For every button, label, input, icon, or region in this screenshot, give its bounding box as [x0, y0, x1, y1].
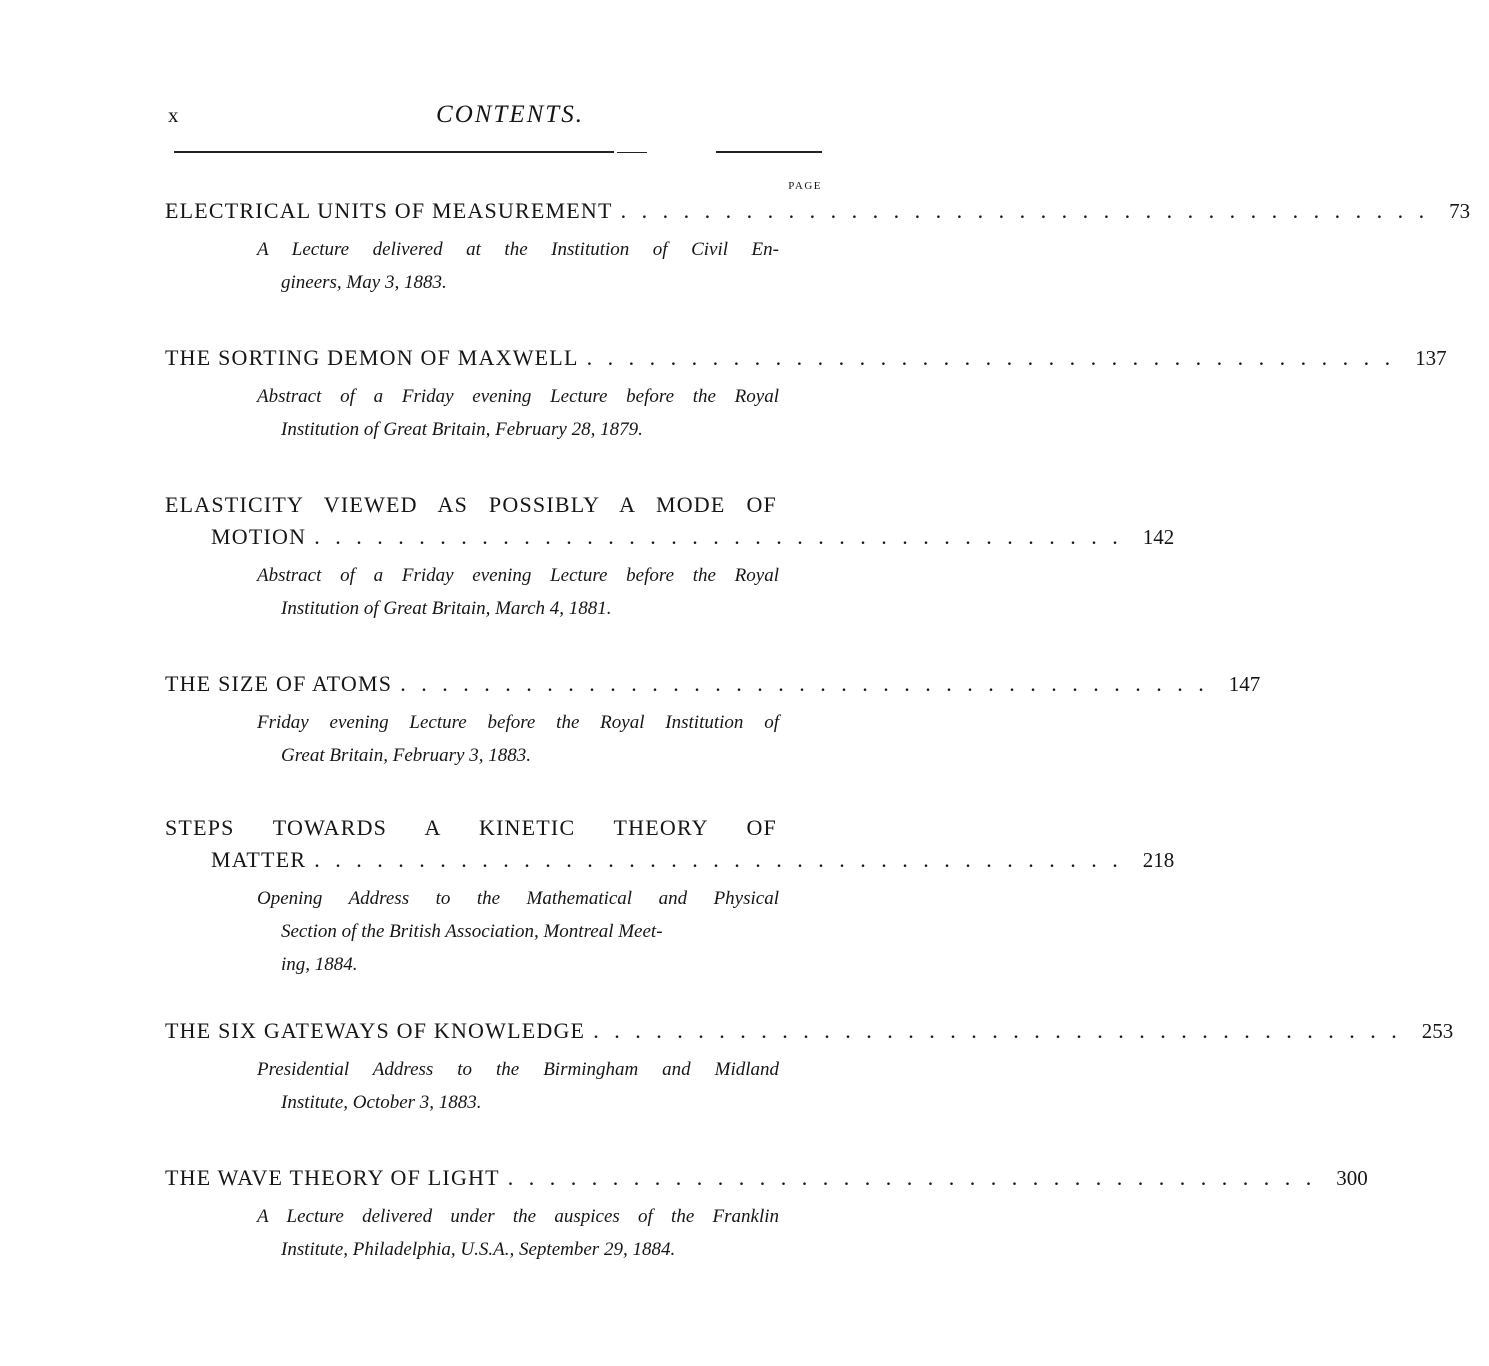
description-line: Friday evening Lecture before the Royal Institution of	[257, 712, 779, 733]
description-line: Opening Address to the Mathematical and Physical	[257, 888, 779, 909]
description-line: Abstract of a Friday evening Lecture before the Royal	[257, 565, 779, 586]
dot-leader: . . . . . . . . . . . . . . . . . . . . . . . . . . . . . . . . . . . . . . .	[620, 198, 1430, 223]
toc-description	[257, 882, 779, 981]
dot-leader: . . . . . . . . . . . . . . . . . . . . . . . . . . . . . . . . . . . . . . .	[314, 847, 1123, 872]
dot-leader: . . . . . . . . . . . . . . . . . . . . . . . . . . . . . . . . . . . . . . .	[507, 1165, 1317, 1190]
toc-title: THE SORTING DEMON OF MAXWELL	[165, 345, 579, 370]
running-title: CONTENTS.	[436, 101, 584, 128]
header-rule	[617, 152, 647, 153]
toc-description	[257, 380, 779, 446]
toc-page-number: 300	[1336, 1166, 1368, 1190]
toc-page-number: 142	[1142, 525, 1175, 549]
dot-leader: . . . . . . . . . . . . . . . . . . . . . . . . . . . . . . . . . . . . . . .	[593, 1018, 1402, 1043]
toc-title: THE SIX GATEWAYS OF KNOWLEDGE	[165, 1018, 586, 1043]
toc-title-continued: MOTION	[211, 524, 307, 549]
description-line: A Lecture delivered at the Institution of Civil En-	[257, 239, 779, 260]
toc-title: STEPS TOWARDS A KINETIC THEORY OF	[165, 815, 777, 840]
toc-entry	[165, 195, 1471, 299]
toc-title-line	[165, 668, 1261, 700]
toc-description	[257, 706, 779, 772]
page-column-label: PAGE	[788, 180, 822, 192]
toc-description	[257, 1200, 779, 1266]
toc-title-continued: MATTER	[211, 847, 307, 872]
toc-page-number: 218	[1142, 848, 1175, 872]
toc-entry	[165, 1015, 1454, 1119]
description-line: Institute, Philadelphia, U.S.A., September 29, 1884.	[281, 1239, 676, 1260]
description-line: Section of the British Association, Montreal Meet-	[281, 921, 663, 942]
description-line: Abstract of a Friday evening Lecture before the Royal	[257, 386, 779, 407]
toc-page-number: 73	[1449, 199, 1471, 223]
toc-entry	[165, 1162, 1368, 1266]
header-rule	[174, 151, 614, 153]
description-line: Great Britain, February 3, 1883.	[281, 745, 531, 766]
toc-page-number: 137	[1415, 346, 1447, 370]
description-line: ing, 1884.	[281, 954, 358, 975]
toc-title-line	[165, 195, 1471, 227]
description-line: Institute, October 3, 1883.	[281, 1092, 482, 1113]
toc-title-line	[165, 844, 1175, 876]
toc-title: THE SIZE OF ATOMS	[165, 671, 393, 696]
toc-description	[257, 233, 779, 299]
toc-title: THE WAVE THEORY OF LIGHT	[165, 1165, 500, 1190]
toc-title-line	[165, 1015, 1454, 1047]
description-line: Institution of Great Britain, February 28, 1879.	[281, 419, 643, 440]
toc-entry	[165, 812, 1175, 981]
description-line: A Lecture delivered under the auspices of the Franklin	[257, 1206, 779, 1227]
toc-entry	[165, 668, 1261, 772]
header-rule	[716, 151, 822, 153]
toc-title-line	[165, 1162, 1368, 1194]
toc-description	[257, 1053, 779, 1119]
description-line: Presidential Address to the Birmingham and Midland	[257, 1059, 779, 1080]
toc-title-line	[165, 342, 1447, 374]
toc-title-line	[165, 521, 1175, 553]
toc-title: ELASTICITY VIEWED AS POSSIBLY A MODE OF	[165, 492, 777, 517]
dot-leader: . . . . . . . . . . . . . . . . . . . . . . . . . . . . . . . . . . . . . . .	[314, 524, 1123, 549]
description-line: Institution of Great Britain, March 4, 1881.	[281, 598, 612, 619]
page-number: x	[168, 103, 180, 127]
toc-title: ELECTRICAL UNITS OF MEASUREMENT	[165, 198, 613, 223]
description-line: gineers, May 3, 1883.	[281, 272, 447, 293]
toc-entry	[165, 342, 1447, 446]
dot-leader: . . . . . . . . . . . . . . . . . . . . . . . . . . . . . . . . . . . . . . .	[586, 345, 1396, 370]
dot-leader: . . . . . . . . . . . . . . . . . . . . . . . . . . . . . . . . . . . . . . .	[400, 671, 1209, 696]
toc-page-number: 253	[1421, 1019, 1454, 1043]
toc-description	[257, 559, 779, 625]
toc-page-number: 147	[1228, 672, 1261, 696]
toc-entry	[165, 489, 1175, 625]
